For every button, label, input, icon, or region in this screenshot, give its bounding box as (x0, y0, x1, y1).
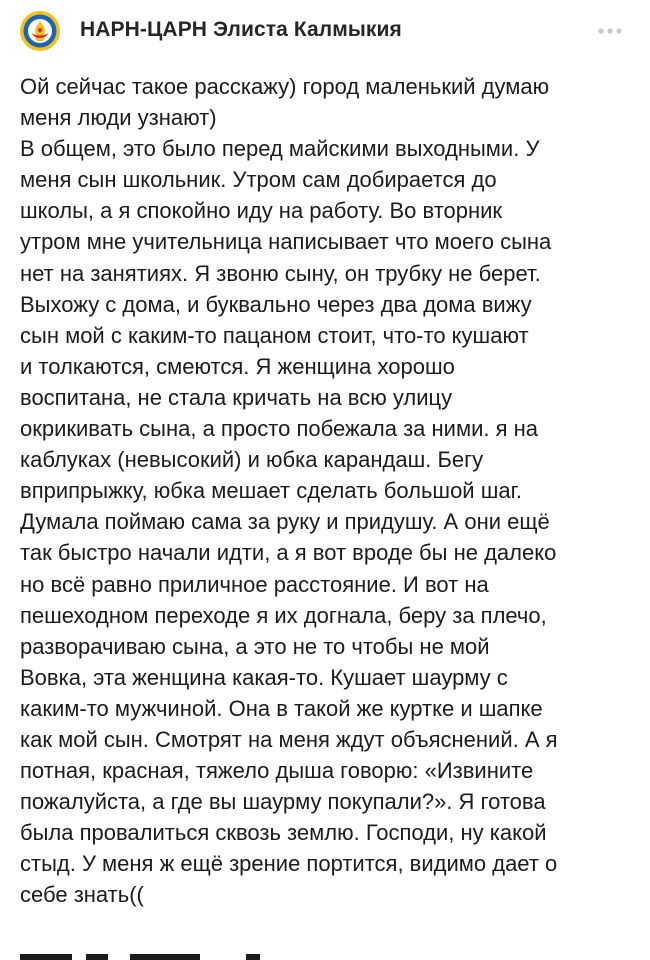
post-line: пешеходном переходе я их догнала, беру за плечо, (20, 602, 547, 628)
channel-name[interactable]: НАРН-ЦАРН Элиста Калмыкия (80, 18, 402, 41)
post-line: Вовка, эта женщина какая-то. Кушает шаурму с (20, 664, 508, 690)
post-line: так быстро начали идти, а я вот вроде бы не далеко (20, 540, 557, 566)
post-line: воспитана, не стала кричать на всю улицу (20, 384, 453, 410)
post-line: каким-то мужчиной. Она в такой же куртке и шапке (20, 695, 543, 721)
post-line: стыд. У меня ж ещё зрение портится, видимо дает о (20, 851, 558, 877)
kalmykia-emblem-icon[interactable] (19, 10, 61, 52)
post-line: школы, а я спокойно иду на работу. Во вторник (20, 198, 503, 224)
post-line: и толкаются, смеются. Я женщина хорошо (20, 353, 455, 379)
post-line: В общем, это было перед майскими выходными. У (20, 136, 540, 162)
cropped-text-fragment (246, 954, 260, 960)
cropped-next-line (20, 944, 420, 960)
post-line: Выхожу с дома, и буквально через два дома вижу (20, 291, 532, 317)
post-line: сын мой с каким-то пацаном стоит, что-то кушают (20, 322, 529, 348)
post-line: вприпрыжку, юбка мешает сделать большой шаг. (20, 478, 523, 504)
cropped-text-fragment (20, 954, 72, 960)
post-line: себе знать(( (20, 882, 144, 908)
post-line: утром мне учительница написывает что моего сына (20, 229, 552, 255)
post-line: Думала поймаю сама за руку и придушу. А они ещё (20, 509, 550, 535)
post-line: но всё равно приличное расстояние. И вот на (20, 571, 489, 597)
post-line: меня люди узнают) (20, 105, 217, 131)
post-line: как мой сын. Смотрят на меня ждут объяснений. А я (20, 726, 558, 752)
post-line: окрикивать сына, а просто побежала за ними. я на (20, 416, 539, 442)
cropped-text-fragment (86, 954, 108, 960)
post-line: меня сын школьник. Утром сам добирается до (20, 167, 497, 193)
emblem-graphic (19, 10, 61, 52)
post-line: разворачиваю сына, а это не то чтобы не мой (20, 633, 490, 659)
more-dots-graphic (594, 22, 626, 40)
post-text (20, 71, 635, 911)
post-line: пожалуйста, а где вы шаурму покупали?». Я готова (20, 789, 546, 815)
more-dots-icon[interactable] (594, 22, 626, 40)
post-line: потная, красная, тяжело дыша говорю: «Извините (20, 758, 534, 784)
post-line: Ой сейчас такое расскажу) город маленький думаю (20, 74, 550, 99)
post-header (0, 0, 650, 64)
post-line: каблуках (невысокий) и юбка карандаш. Бегу (20, 447, 484, 473)
post-line: нет на занятиях. Я звоню сыну, он трубку не берет. (20, 260, 541, 286)
cropped-text-fragment (130, 954, 200, 960)
post-line: была провалиться сквозь землю. Господи, ну какой (20, 820, 547, 846)
